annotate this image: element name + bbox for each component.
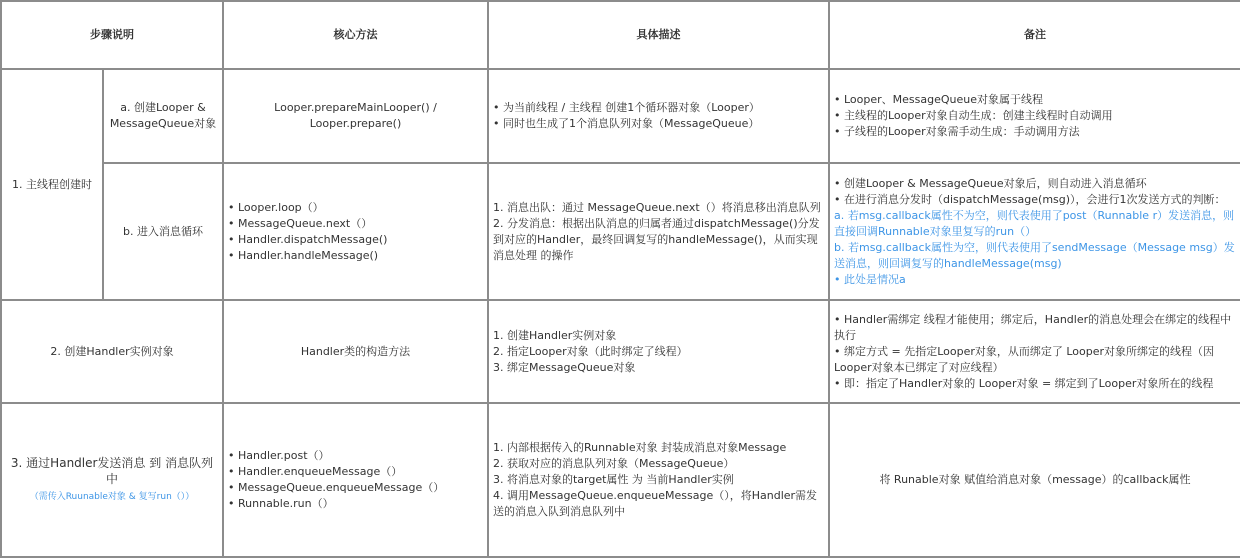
method-item: • Handler.enqueueMessage（） <box>228 464 483 480</box>
desc-item: 1. 消息出队：通过 MessageQueue.next（）将消息移出消息队列 <box>493 200 821 214</box>
note-item: • 子线程的Looper对象需手动生成：手动调用方法 <box>834 124 1236 140</box>
note-case-a: a. 若msg.callback属性不为空，则代表使用了post（Runnable r）发送消息，则直接回调Runnable对象里复写的run（） <box>834 208 1235 238</box>
row-3 <box>1 403 1240 557</box>
note-item: • 绑定方式 = 先指定Looper对象，从而绑定了 Looper对象所绑定的线程（因Looper对象本已绑定了对应线程） <box>834 344 1236 376</box>
header-row <box>1 1 1240 69</box>
method-item: • MessageQueue.enqueueMessage（） <box>228 480 483 496</box>
step2-label: 2. 创建Handler实例对象 <box>1 300 223 403</box>
step1a-label: a. 创建Looper & MessageQueue对象 <box>103 69 223 163</box>
desc-item: 2. 指定Looper对象（此时绑定了线程） <box>493 344 688 358</box>
step2-notes <box>829 300 1240 403</box>
desc-item: • 同时也生成了1个消息队列对象（MessageQueue） <box>493 116 824 132</box>
step1b-label: b. 进入消息循环 <box>103 163 223 300</box>
step1b-notes <box>829 163 1240 300</box>
note-item: • Looper、MessageQueue对象属于线程 <box>834 92 1236 108</box>
step3-label: 3. 通过Handler发送消息 到 消息队列中 <box>10 456 214 486</box>
step1b-methods <box>223 163 488 300</box>
note-item: • 创建Looper & MessageQueue对象后，则自动进入消息循环 <box>834 176 1236 192</box>
step1a-description <box>488 69 829 163</box>
row-1a <box>1 69 1240 163</box>
method-item: • Handler.post（） <box>228 448 483 464</box>
note-item: • 在进行消息分发时（dispatchMessage(msg)），会进行1次发送方式的判断： <box>834 192 1236 208</box>
note-item: • 主线程的Looper对象自动生成：创建主线程时自动调用 <box>834 108 1236 124</box>
header-step: 步骤说明 <box>1 1 223 69</box>
method-item: • Handler.handleMessage() <box>228 248 483 264</box>
note-case-current: • 此处是情况a <box>834 272 1236 288</box>
step2-method: Handler类的构造方法 <box>223 300 488 403</box>
desc-item: 4. 调用MessageQueue.enqueueMessage（），将Handler需发送的消息入队到消息队列中 <box>493 489 818 518</box>
method-item: • Runnable.run（） <box>228 496 483 512</box>
step3-notes: 将 Runable对象 赋值给消息对象（message）的callback属性 <box>829 403 1240 557</box>
header-notes: 备注 <box>829 1 1240 69</box>
step1b-description <box>488 163 829 300</box>
desc-item: • 为当前线程 / 主线程 创建1个循环器对象（Looper） <box>493 100 824 116</box>
header-description: 具体描述 <box>488 1 829 69</box>
desc-item: 2. 分发消息：根据出队消息的归属者通过dispatchMessage()分发到对应的Handler，最终回调复写的handleMessage()，从而实现 消息处理 的操作 <box>493 216 820 262</box>
row-1b <box>1 163 1240 300</box>
step1a-notes <box>829 69 1240 163</box>
step3-note: （需传入Ruunable对象 & 复写run（）） <box>29 492 195 502</box>
note-item: • 即：指定了Handler对象的 Looper对象 = 绑定到了Looper对象所在的线程 <box>834 376 1236 392</box>
desc-item: 1. 创建Handler实例对象 <box>493 328 617 342</box>
step2-description <box>488 300 829 403</box>
desc-item: 3. 绑定MessageQueue对象 <box>493 360 636 374</box>
desc-item: 3. 将消息对象的target属性 为 当前Handler实例 <box>493 473 734 486</box>
note-case-b: b. 若msg.callback属性为空，则代表使用了sendMessage（Message msg）发送消息，则回调复写的handleMessage(msg) <box>834 240 1235 270</box>
note-item: • Handler需绑定 线程才能使用；绑定后，Handler的消息处理会在绑定的线程中执行 <box>834 312 1236 344</box>
method-item: • Handler.dispatchMessage() <box>228 232 483 248</box>
step3-methods <box>223 403 488 557</box>
step1a-method: Looper.prepareMainLooper() / Looper.prepare() <box>223 69 488 163</box>
row-2 <box>1 300 1240 403</box>
desc-item: 2. 获取对应的消息队列对象（MessageQueue） <box>493 457 735 470</box>
step3-cell <box>1 403 223 557</box>
step3-description <box>488 403 829 557</box>
header-method: 核心方法 <box>223 1 488 69</box>
method-item: • Looper.loop（） <box>228 200 483 216</box>
step1-title: 1. 主线程创建时 <box>1 69 103 300</box>
method-item: • MessageQueue.next（） <box>228 216 483 232</box>
desc-item: 1. 内部根据传入的Runnable对象 封装成消息对象Message <box>493 441 787 454</box>
